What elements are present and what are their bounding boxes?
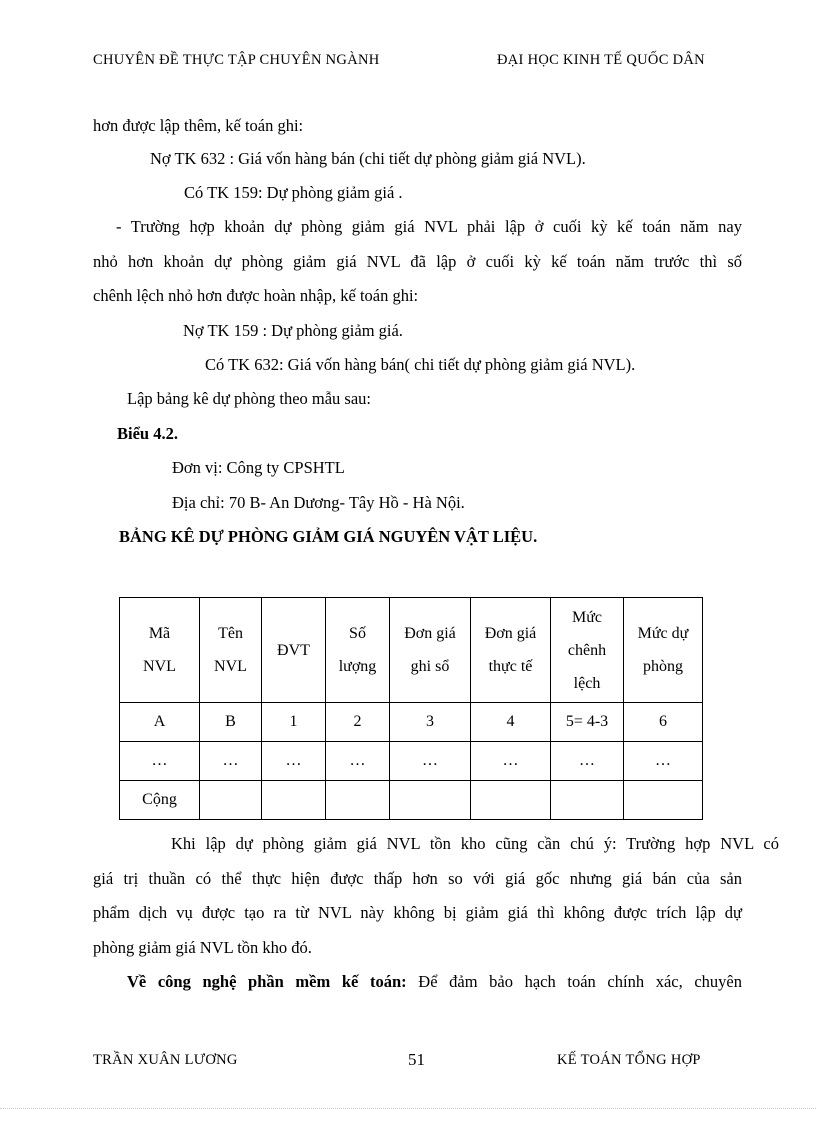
table-cell: … xyxy=(120,742,200,781)
table-row xyxy=(120,703,703,742)
table-row xyxy=(120,742,703,781)
table-total-row xyxy=(120,781,703,820)
table-cell: A xyxy=(120,703,200,742)
don-vi: Đơn vị: Công ty CPSHTL xyxy=(172,458,345,477)
table-cell xyxy=(551,781,624,820)
header-cell: ĐVT xyxy=(262,598,326,703)
header-cell: Mức chênh lệch xyxy=(551,598,624,703)
table-cell: Cộng xyxy=(120,781,200,820)
table-cell: … xyxy=(551,742,624,781)
table-header-row xyxy=(120,598,703,703)
table-cell: … xyxy=(390,742,471,781)
paragraph-line xyxy=(127,970,742,994)
paragraph-line: - Trường hợp khoản dự phòng giảm giá NVL phải lập ở cuối kỳ kế toán năm nay xyxy=(116,217,742,236)
table-cell: … xyxy=(326,742,390,781)
paragraph-line: Khi lập dự phòng giảm giá NVL tồn kho cũng cần chú ý: Trường hợp NVL có xyxy=(171,834,779,853)
section-text: Để đảm bảo hạch toán chính xác, chuyên xyxy=(406,972,742,991)
table-cell: 6 xyxy=(624,703,703,742)
table-cell: 1 xyxy=(262,703,326,742)
section-heading: Về công nghệ phần mềm kế toán: xyxy=(127,972,407,991)
header-cell: Số lượng xyxy=(326,598,390,703)
table-cell xyxy=(624,781,703,820)
header-cell: Đơn giá thực tế xyxy=(471,598,551,703)
table-cell: 2 xyxy=(326,703,390,742)
paragraph-line: Lập bảng kê dự phòng theo mẫu sau: xyxy=(127,389,372,408)
header-right: ĐẠI HỌC KINH TẾ QUỐC DÂN xyxy=(497,52,705,68)
table-cell xyxy=(326,781,390,820)
entry-debit-159: Nợ TK 159 : Dự phòng giảm giá. xyxy=(183,321,403,340)
paragraph-line: nhỏ hơn khoản dự phòng giảm giá NVL đã lập ở cuối kỳ kế toán năm trước thì số xyxy=(93,252,742,271)
dia-chi: Địa chỉ: 70 B- An Dương- Tây Hồ - Hà Nội. xyxy=(172,493,465,512)
table-cell: 3 xyxy=(390,703,471,742)
entry-credit-632: Có TK 632: Giá vốn hàng bán( chi tiết dự phòng giảm giá NVL). xyxy=(205,355,636,374)
table-cell xyxy=(262,781,326,820)
table-cell: B xyxy=(200,703,262,742)
paragraph-line: phẩm dịch vụ được tạo ra từ NVL này không bị giảm giá thì không được trích lập dự xyxy=(93,903,742,922)
table-cell xyxy=(200,781,262,820)
entry-debit-632: Nợ TK 632 : Giá vốn hàng bán (chi tiết dự phòng giảm giá NVL). xyxy=(150,149,586,168)
bieu-label: Biểu 4.2. xyxy=(117,424,178,443)
table-cell: … xyxy=(471,742,551,781)
table-cell: 5= 4-3 xyxy=(551,703,624,742)
paragraph-line: phòng giảm giá NVL tồn kho đó. xyxy=(93,938,312,957)
header-cell: Tên NVL xyxy=(200,598,262,703)
entry-credit-159: Có TK 159: Dự phòng giảm giá . xyxy=(184,183,403,202)
table-cell: … xyxy=(200,742,262,781)
page-edge-divider xyxy=(0,1108,816,1109)
header-cell: Mức dự phòng xyxy=(624,598,703,703)
footer-right: KẾ TOÁN TỔNG HỢP xyxy=(557,1052,701,1068)
provision-table xyxy=(119,597,703,820)
page-number: 51 xyxy=(408,1050,425,1069)
table-title: BẢNG KÊ DỰ PHÒNG GIẢM GIÁ NGUYÊN VẬT LIỆU. xyxy=(119,527,538,546)
header-left: CHUYÊN ĐỀ THỰC TẬP CHUYÊN NGÀNH xyxy=(93,52,380,68)
table-cell: 4 xyxy=(471,703,551,742)
paragraph-line: chênh lệch nhỏ hơn được hoàn nhập, kế toán ghi: xyxy=(93,286,419,305)
paragraph-line: hơn được lập thêm, kế toán ghi: xyxy=(93,116,304,135)
paragraph-line: giá trị thuần có thể thực hiện được thấp hơn so với giá gốc nhưng giá bán của sản xyxy=(93,869,742,888)
header-cell: Mã NVL xyxy=(120,598,200,703)
table-cell: … xyxy=(624,742,703,781)
table-cell xyxy=(390,781,471,820)
header-cell: Đơn giá ghi sổ xyxy=(390,598,471,703)
footer-left: TRẦN XUÂN LƯƠNG xyxy=(93,1052,238,1068)
table-cell: … xyxy=(262,742,326,781)
table-cell xyxy=(471,781,551,820)
